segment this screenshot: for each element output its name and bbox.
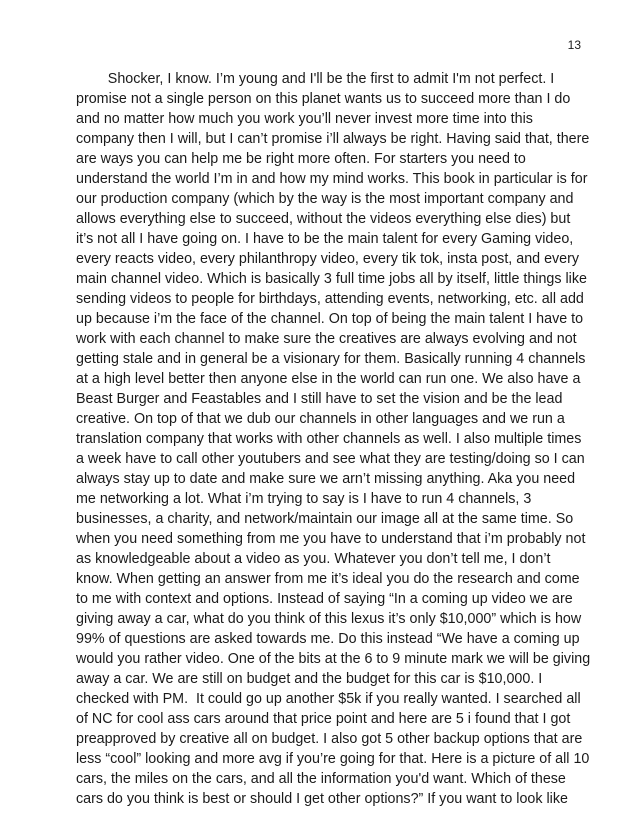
text-line: to me with context and options. Instead of saying “In a coming up video we are — [76, 591, 573, 607]
text-line: away a car. We are still on budget and the budget for this car is $10,000. I — [76, 671, 543, 687]
text-line: up because i’m the face of the channel. On top of being the main talent I have to — [76, 311, 584, 327]
text-line: translation company that works with other channels as well. I also multiple times — [76, 431, 582, 447]
text-line: promise not a single person on this planet wants us to succeed more than I do — [76, 91, 571, 107]
text-line: Beast Burger and Feastables and I still have to set the vision and be the lead — [76, 391, 563, 407]
text-line: cars do you think is best or should I get other options?” If you want to look like — [76, 791, 568, 807]
text-line: getting stale and in general be a visionary for them. Basically running 4 channels — [76, 351, 586, 367]
body-paragraph — [76, 69, 591, 809]
text-line: Shocker, I know. I’m young and I'll be the first to admit I'm not perfect. I — [76, 71, 555, 87]
text-line: our production company (which by the way is the most important company and — [76, 191, 574, 207]
text-line: less “cool” looking and more avg if you’re going for that. Here is a picture of all 10 — [76, 751, 590, 767]
page-number: 13 — [567, 38, 581, 52]
text-line: work with each channel to make sure the creatives are always evolving and not — [76, 331, 577, 347]
text-line: cars, the miles on the cars, and all the information you'd want. Which of these — [76, 771, 566, 787]
text-line: me networking a lot. What i’m trying to say is I have to run 4 channels, 3 — [76, 491, 532, 507]
text-line: sending videos to people for birthdays, attending events, networking, etc. all add — [76, 291, 584, 307]
text-line: are ways you can help me be right more often. For starters you need to — [76, 151, 526, 167]
text-line: 99% of questions are asked towards me. Do this instead “We have a coming up — [76, 631, 580, 647]
text-line: always stay up to date and make sure we arn’t missing anything. Aka you need — [76, 471, 576, 487]
text-line: of NC for cool ass cars around that price point and here are 5 i found that I got — [76, 711, 571, 727]
text-line: it’s not all I have going on. I have to be the main talent for every Gaming video, — [76, 231, 574, 247]
text-line: giving away a car, what do you think of this lexus it’s only $10,000” which is how — [76, 611, 582, 627]
text-line: company then I will, but I can’t promise i’ll always be right. Having said that, there — [76, 131, 590, 147]
text-line: businesses, a charity, and network/maintain our image all at the same time. So — [76, 511, 574, 527]
text-line: would you rather video. One of the bits at the 6 to 9 minute mark we will be giving — [76, 651, 591, 667]
text-line: preapproved by creative all on budget. I also got 5 other backup options that are — [76, 731, 583, 747]
text-line: understand the world I’m in and how my mind works. This book in particular is for — [76, 171, 588, 187]
text-line: allows everything else to succeed, without the videos everything else dies) but — [76, 211, 571, 227]
text-line: every reacts video, every philanthropy video, every tik tok, insta post, and every — [76, 251, 580, 267]
text-line: a week have to call other youtubers and see what they are testing/doing so I can — [76, 451, 585, 467]
text-line: when you need something from me you have to understand that i’m probably not — [76, 531, 586, 547]
text-line: main channel video. Which is basically 3 full time jobs all by itself, little things like — [76, 271, 587, 287]
text-line: and no matter how much you work you’ll never invest more time into this — [76, 111, 533, 127]
text-line: know. When getting an answer from me it’s ideal you do the research and come — [76, 571, 580, 587]
text-line: as knowledgeable about a video as you. Whatever you don’t tell me, I don’t — [76, 551, 551, 567]
text-line: at a high level better then anyone else in the world can run one. We also have a — [76, 371, 581, 387]
text-line: checked with PM. It could go up another $5k if you really wanted. I searched all — [76, 691, 581, 707]
text-line: creative. On top of that we dub our channels in other languages and we run a — [76, 411, 565, 427]
